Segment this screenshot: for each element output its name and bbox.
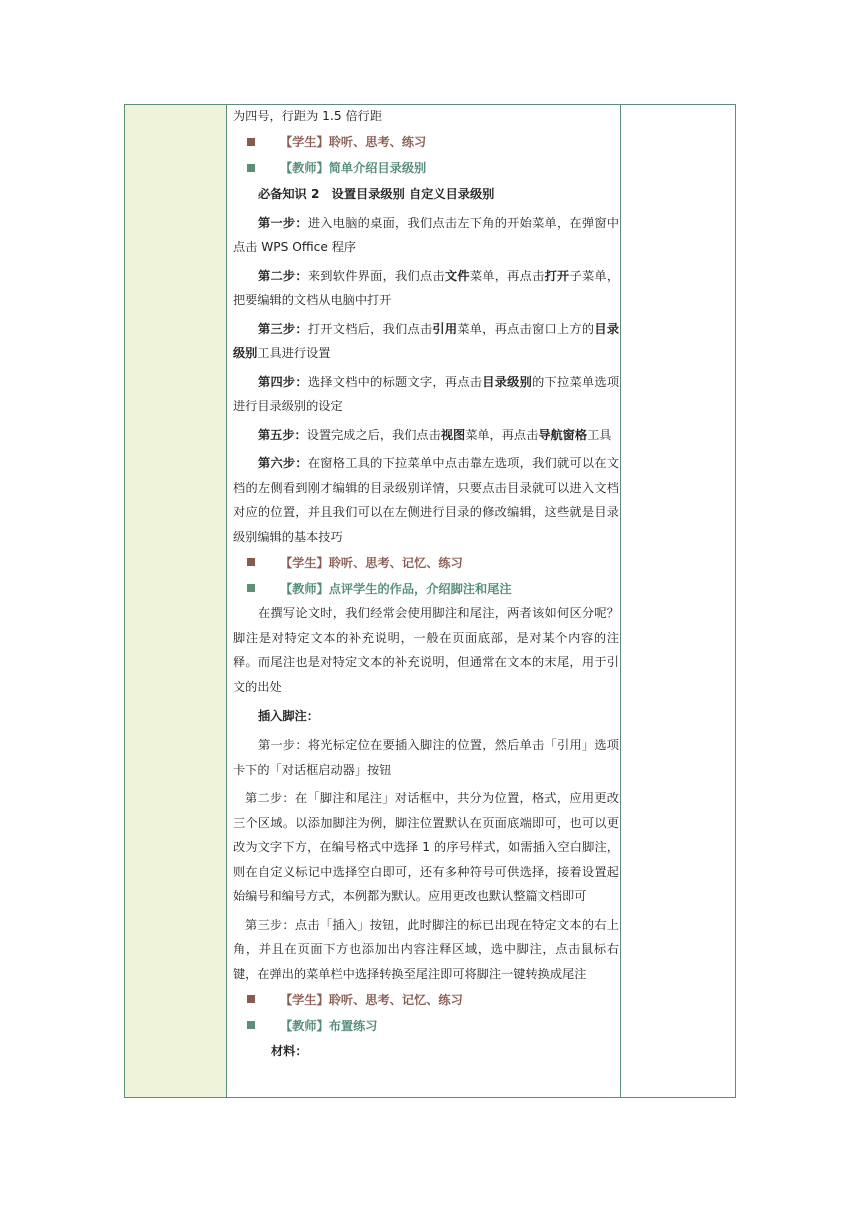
insert-footnote-heading: 插入脚注： xyxy=(258,709,319,723)
list-item-label: 【学生】聆听、思考、练习 xyxy=(280,135,427,149)
step-emphasis: 视图 xyxy=(440,427,466,442)
step-text: 进入电脑的桌面，我们点击左下角的开始菜单，在弹窗中点击 WPS Office 程序 xyxy=(233,215,620,254)
list-item-student xyxy=(233,129,619,155)
table-content-cell xyxy=(233,104,619,1064)
step-emphasis: 引用 xyxy=(432,321,458,336)
step-label: 第五步： xyxy=(258,427,307,442)
step-text: 菜单，再点击窗口上方的 xyxy=(457,321,595,336)
step-paragraph xyxy=(233,211,619,260)
list-item-student xyxy=(233,986,619,1012)
step-text: 在窗格工具的下拉菜单中点击靠左选项，我们就可以在文档的左侧看到刚才编辑的目录级别详情，只要点击目录就可以进入文档对应的位置，并且我们可以在左侧进行目录的修改编辑，这些就是目录级别编辑的基本技巧 xyxy=(233,456,620,544)
square-bullet-icon xyxy=(247,138,255,146)
step-emphasis: 目录级别 xyxy=(233,321,620,360)
list-item-label: 【教师】布置练习 xyxy=(280,1018,378,1033)
list-item-teacher xyxy=(233,575,619,601)
step-text: 菜单，再点击 xyxy=(469,268,545,283)
step-paragraph xyxy=(233,317,619,366)
step-text: 工具进行设置 xyxy=(257,346,331,360)
step-paragraph xyxy=(233,451,619,549)
square-bullet-icon xyxy=(247,1021,255,1029)
step-text: 设置完成之后，我们点击 xyxy=(306,427,441,442)
section-heading: 必备知识 2 设置目录级别 自定义目录级别 xyxy=(258,186,495,201)
table-left-column xyxy=(125,105,227,1097)
step-text: 的下拉菜单选项进行目录级别的设定 xyxy=(233,374,620,413)
square-bullet-icon xyxy=(247,995,255,1003)
step-paragraph xyxy=(233,264,619,313)
step-text: 选择文档中的标题文字，再点击 xyxy=(307,374,483,389)
footnote-step-paragraph: 第三步：点击「插入」按钮，此时脚注的标已出现在特定文本的右上角，并且在页面下方也添加出内容注释区域，选中脚注，点击鼠标右键，在弹出的菜单栏中选择转换至尾注即可将脚注一键转换成尾注 xyxy=(233,917,619,981)
square-bullet-icon xyxy=(247,558,255,566)
footnote-step-paragraph: 第一步：将光标定位在要插入脚注的位置，然后单击「引用」选项卡下的「对话框启动器」按钮 xyxy=(233,738,619,777)
step-label: 第四步： xyxy=(258,374,308,389)
step-label: 第一步： xyxy=(258,215,308,230)
step-emphasis: 目录级别 xyxy=(482,374,533,389)
material-heading: 材料： xyxy=(271,1044,308,1058)
step-text: 来到软件界面，我们点击 xyxy=(307,268,445,283)
list-item-student xyxy=(233,549,619,575)
square-bullet-icon xyxy=(247,584,255,592)
step-label: 第二步： xyxy=(258,268,308,283)
step-emphasis: 打开 xyxy=(544,268,570,283)
step-paragraph xyxy=(233,423,619,448)
square-bullet-icon xyxy=(247,164,255,172)
step-label: 第三步： xyxy=(258,321,308,336)
step-emphasis: 文件 xyxy=(444,268,470,283)
step-text: 打开文档后，我们点击 xyxy=(307,321,433,336)
footnote-intro-paragraph: 在撰写论文时，我们经常会使用脚注和尾注，两者该如何区分呢？脚注是对特定文本的补充说明，一般在页面底部，是对某个内容的注释。而尾注也是对特定文本的补充说明，但通常在文本的末尾，用于引文的出处 xyxy=(233,606,619,694)
step-emphasis: 导航窗格 xyxy=(538,427,588,442)
step-text: 工具 xyxy=(587,427,612,442)
footnote-step-paragraph: 第二步：在「脚注和尾注」对话框中，共分为位置，格式，应用更改三个区域。以添加脚注为例，脚注位置默认在页面底端即可，也可以更改为文字下方，在编号格式中选择 1 的序号样式，如需插入空白脚注，则在自定义标记中选择空白即可，还有多种符号可供选择，接着设置起始编号和编号方式，本例都为默认。应用更改也默认整篇文档即可 xyxy=(233,791,619,903)
intro-text: 为四号，行距为 1.5 倍行距 xyxy=(233,109,383,123)
step-paragraph xyxy=(233,370,619,419)
step-text: 菜单，再点击 xyxy=(465,427,539,442)
list-item-teacher xyxy=(233,155,619,181)
list-item-teacher xyxy=(233,1012,619,1038)
step-text: 子菜单，把要编辑的文档从电脑中打开 xyxy=(233,268,620,307)
table-right-column xyxy=(620,105,735,1097)
list-item-label: 【学生】聆听、思考、记忆、练习 xyxy=(280,992,463,1007)
step-label: 第六步： xyxy=(258,456,308,470)
list-item-label: 【教师】点评学生的作品，介绍脚注和尾注 xyxy=(280,581,512,596)
list-item-label: 【学生】聆听、思考、记忆、练习 xyxy=(280,555,463,570)
list-item-label: 【教师】简单介绍目录级别 xyxy=(280,161,427,175)
